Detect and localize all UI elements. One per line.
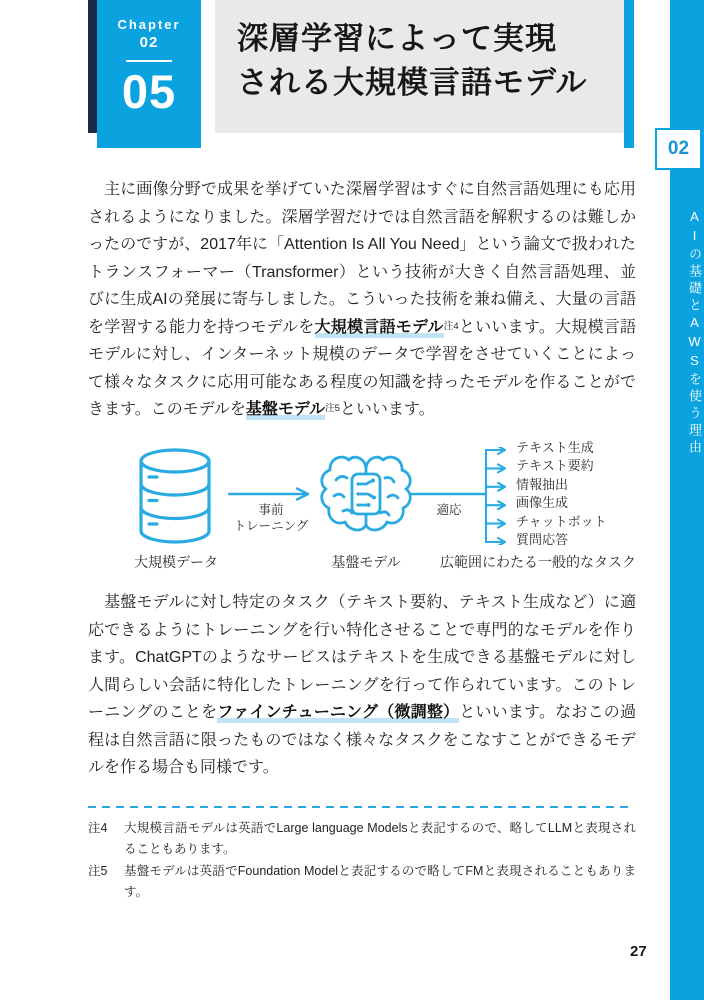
title-accent-bar bbox=[624, 0, 634, 148]
sidebar-chapter-box bbox=[655, 128, 702, 170]
adaptation-line bbox=[410, 492, 486, 496]
task-item: 画像生成 bbox=[516, 495, 569, 511]
body-paragraph-2: 基盤モデルに対し特定のタスク（テキスト要約、テキスト生成など）に適応できるようにトレーニングを行い特化させることで専門的なモデルを作ります。ChatGPTのようなサービスはテキストを生成できる基盤モデルに対し人間らしい会話に特化したトレーニングを行って作られています。このトレーニングのことをファインチューニング（微調整）といいます。なおこの過程は自然言語に限ったものではなく様々なタスクをこなすことができるモデルを作る場合も同様です。 bbox=[88, 594, 636, 776]
title-line-2: される大規模言語モデル bbox=[237, 65, 588, 100]
tasks-caption: 広範囲にわたる一般的なタスク bbox=[440, 554, 636, 570]
task-item: テキスト要約 bbox=[516, 458, 594, 474]
footnotes bbox=[88, 818, 636, 904]
chapter-box bbox=[97, 0, 201, 148]
sidebar-chapter-number: 02 bbox=[667, 138, 690, 159]
adaptation-label: 適応 bbox=[436, 503, 462, 517]
chapter-divider bbox=[126, 60, 172, 62]
footnote-row bbox=[88, 861, 636, 903]
section-number: 05 bbox=[121, 65, 177, 118]
task-item: テキスト生成 bbox=[516, 440, 594, 455]
task-item: チャットボット bbox=[516, 513, 607, 529]
pretraining-arrow-icon bbox=[228, 487, 313, 501]
footnote-label: 注5 bbox=[88, 864, 108, 878]
pretraining-label: 事前 トレーニング bbox=[233, 503, 309, 533]
database-label: 大規模データ bbox=[134, 554, 218, 570]
footnote-text: 基盤モデルは英語でFoundation Modelと表記するので略してFMと表現されることもあります。 bbox=[124, 864, 636, 899]
foundation-model-brain-icon bbox=[316, 442, 416, 546]
navy-accent-bar bbox=[88, 0, 97, 133]
footnote-divider bbox=[88, 806, 634, 808]
foundation-model-diagram bbox=[88, 438, 636, 588]
page-number: 27 bbox=[630, 943, 647, 960]
task-item: 情報抽出 bbox=[516, 476, 569, 492]
title-line-1: 深層学習によって実現 bbox=[237, 21, 557, 56]
task-item: 質問応答 bbox=[516, 531, 569, 547]
task-list bbox=[516, 439, 607, 549]
task-branch-arrows bbox=[484, 447, 514, 545]
sidebar-vertical-label: AIの基礎とAWSを使う理由 bbox=[687, 209, 702, 457]
footnote-text: 大規模言語モデルは英語でLarge language Modelsと表記するので、略してLLMと表現されることもあります。 bbox=[124, 821, 636, 856]
chapter-label: Chapter bbox=[117, 17, 181, 32]
footnote-row bbox=[88, 818, 636, 860]
database-icon bbox=[136, 446, 214, 546]
chapter-number: 02 bbox=[139, 34, 159, 51]
page-title bbox=[215, 0, 624, 133]
footnote-label: 注4 bbox=[88, 821, 108, 835]
body-paragraph-1: 主に画像分野で成果を挙げていた深層学習はすぐに自然言語処理にも応用されるようになりました。深層学習だけでは自然言語を解釈するのは難しかったのですが、2017年に「Attention Is All You Need」という論文で扱われたトランスフォーマー（Transformer）という技術が大きく自然言語処理、並びに生成AIの発展に寄与しました。こういった技術を兼ね備え、大量の言語を学習する能力を持つモデルを大規模言語モデル$^{注4}$といいます。大規模言語モデルに対し、インターネット規模のデータで学習をさせていくことによって様々なタスクに応用可能なある程度の知識を持ったモデルを作ることができます。このモデルを基盤モデル$^{注5}$といいます。 bbox=[88, 181, 637, 418]
foundation-model-label: 基盤モデル bbox=[331, 554, 401, 570]
